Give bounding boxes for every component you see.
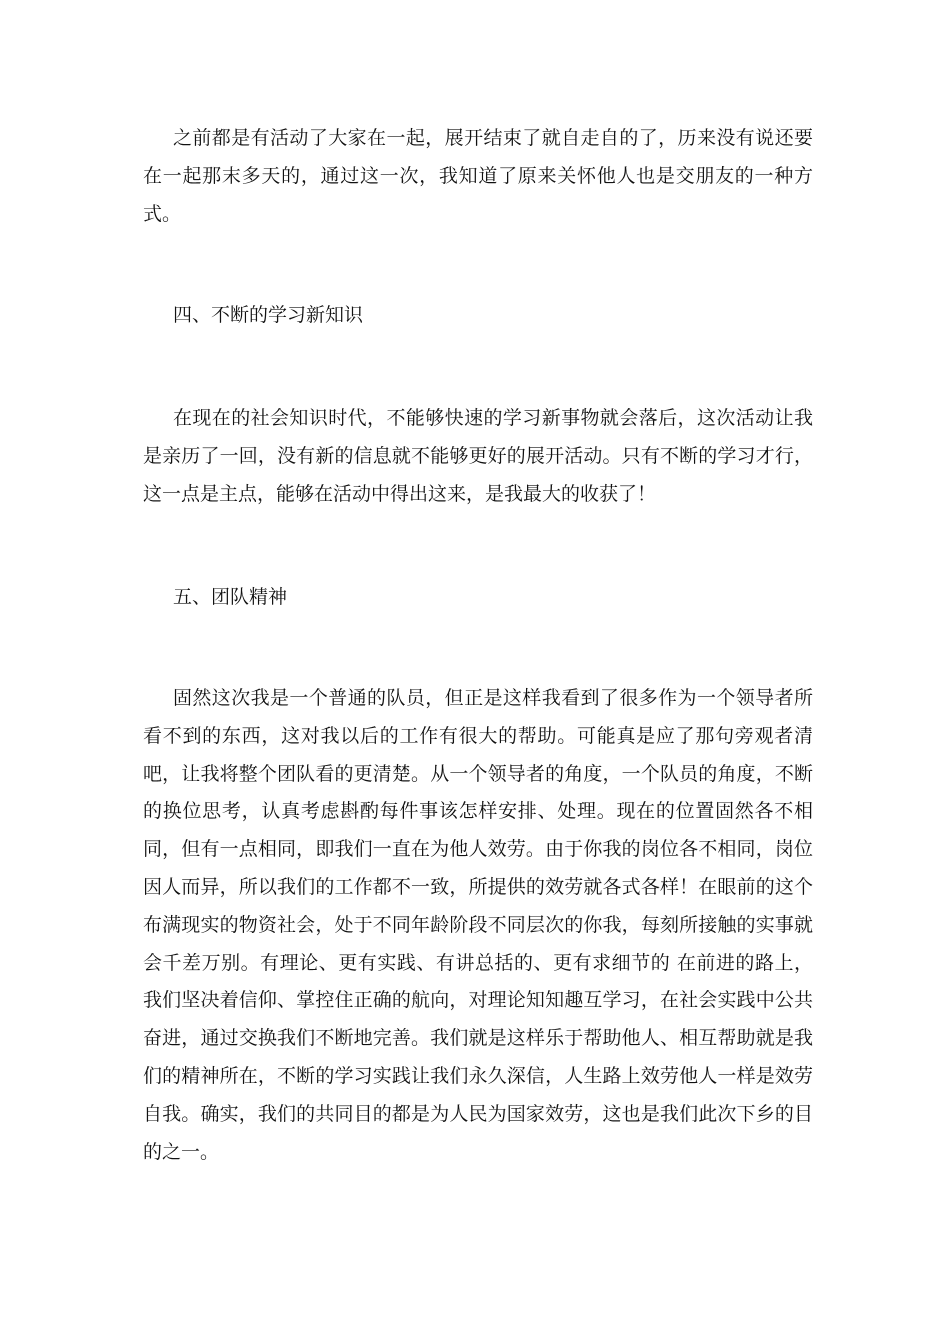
paragraph-team-spirit: 固然这次我是一个普通的队员，但正是这样我看到了很多作为一个领导者所看不到的东西，这对我以后的工作有很大的帮助。可能真是应了那句旁观者清吧，让我将整个团队看的更清楚。从一个领导者的角度，一个队员的角度，不断的换位思考，认真考虑斟酌每件事该怎样安排、处理。现在的位置固然各不相同，但有一点相同，即我们一直在为他人效劳。由于你我的岗位各不相同，岗位因人而异，所以我们的工作都不一致，所提供的效劳就各式各样！在眼前的这个布满现实的物资社会，处于不同年龄阶段不同层次的你我，每刻所接触的实事就会千差万别。有理论、更有实践、有讲总括的、更有求细节的 在前进的路上，我们坚决着信仰、掌控住正确的航向，对理论知知趣互学习，在社会实践中公共奋进，通过交换我们不断地完善。我们就是这样乐于帮助他人、相互帮助就是我们的精神所在，不断的学习实践让我们永久深信，人生路上效劳他人一样是效劳自我。确实，我们的共同目的都是为人民为国家效劳，这也是我们此次下乡的目的之一。 <box>143 687 813 1163</box>
section-heading-5: 五、团队精神 <box>173 586 288 608</box>
paragraph-friendship: 之前都是有活动了大家在一起，展开结束了就自走自的了，历来没有说还要在一起那末多天的，通过这一次，我知道了原来关怀他人也是交朋友的一种方式。 <box>143 127 813 225</box>
section-heading-4: 四、不断的学习新知识 <box>173 304 364 326</box>
paragraph-learning: 在现在的社会知识时代，不能够快速的学习新事物就会落后，这次活动让我是亲历了一回，没有新的信息就不能够更好的展开活动。只有不断的学习才行，这一点是主点，能够在活动中得出这来，是我最大的收获了！ <box>143 407 813 505</box>
